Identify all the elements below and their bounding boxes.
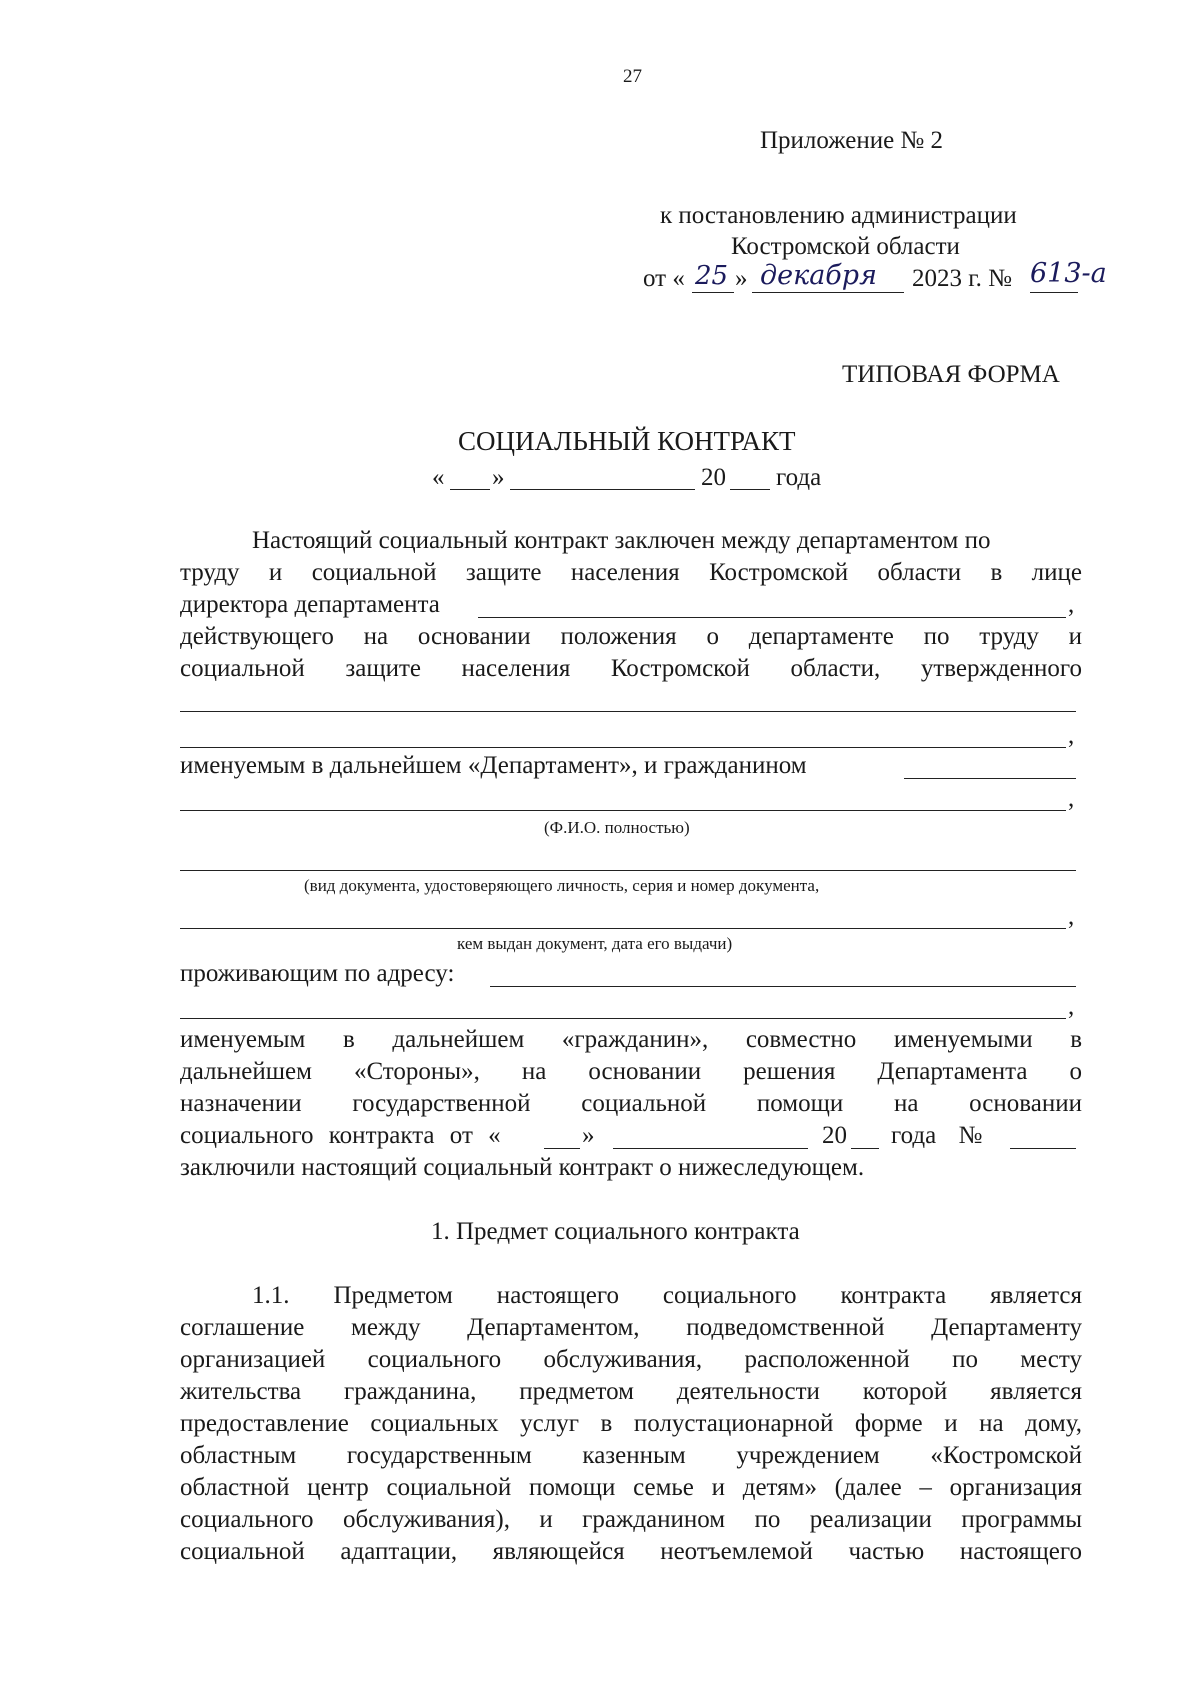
comma: , (1068, 591, 1075, 618)
director-name-blank (478, 617, 1066, 618)
decision-year-blank (851, 1148, 879, 1149)
section-1-1-line-4: жительства гражданина, предметом деятельности которой является (180, 1378, 1082, 1405)
address-label: проживающим по адресу: (180, 960, 455, 987)
section-1-1-line-8: социального обслуживания), и гражданином по реализации программы (180, 1506, 1082, 1533)
intro-line-6: именуемым в дальнейшем «Департамент», и гражданином (180, 752, 807, 779)
comma: , (1068, 722, 1075, 749)
handwritten-month: декабря (760, 260, 877, 291)
address-blank-1 (490, 986, 1076, 987)
date-year-blank (730, 489, 770, 490)
decision-number-blank (1010, 1148, 1076, 1149)
page-number: 27 (623, 66, 642, 87)
intro-line-5: социальной защите населения Костромской области, утвержденного (180, 655, 1082, 682)
handwritten-number: 613-а (1030, 258, 1107, 289)
parties-line-2: дальнейшем «Стороны», на основании решения Департамента о (180, 1058, 1082, 1085)
section-1-1-line-9: социальной адаптации, являющейся неотъемлемой частью настоящего (180, 1538, 1082, 1565)
address-blank-2 (180, 1018, 1066, 1019)
resolution-year-number: 2023 г. № (912, 265, 1013, 292)
date-year-suffix: года (776, 464, 822, 491)
resolution-line-2: Костромской области (731, 233, 960, 260)
parties-line-4c: 20 (822, 1122, 847, 1149)
parties-line-3: назначении государственной социальной помощи на основании (180, 1090, 1082, 1117)
section-1-1-line-2: соглашение между Департаментом, подведомственной Департаменту (180, 1314, 1082, 1341)
caption-fio: (Ф.И.О. полностью) (544, 818, 690, 837)
caption-issued: кем выдан документ, дата его выдачи) (457, 934, 733, 953)
parties-line-4d: года № (891, 1122, 983, 1149)
comma: , (1068, 993, 1075, 1020)
section-1-1-line-5: предоставление социальных услуг в полустационарной форме и на дому, (180, 1410, 1082, 1437)
resolution-line-1: к постановлению администрации (660, 202, 1017, 229)
section-1-title: 1. Предмет социального контракта (431, 1218, 800, 1245)
contract-title: СОЦИАЛЬНЫЙ КОНТРАКТ (458, 426, 796, 456)
parties-line-1: именуемым в дальнейшем «гражданин», совместно именуемыми в (180, 1026, 1082, 1053)
day-underline (692, 292, 734, 293)
document-blank-2 (180, 928, 1066, 929)
number-underline (1030, 292, 1078, 293)
appendix-label: Приложение № 2 (760, 127, 944, 154)
parties-line-5: заключили настоящий социальный контракт о нижеследующем. (180, 1154, 865, 1181)
parties-line-4a: социального контракта от « (180, 1122, 501, 1149)
section-1-1-line-1: 1.1. Предметом настоящего социального контракта является (252, 1282, 1082, 1309)
citizen-name-blank-2 (180, 810, 1066, 811)
month-underline (752, 292, 904, 293)
handwritten-day: 25 (695, 261, 729, 291)
form-type: ТИПОВАЯ ФОРМА (842, 361, 1060, 388)
approval-blank-1 (180, 711, 1076, 712)
section-1-1-line-6: областным государственным казенным учреждением «Костромской (180, 1442, 1082, 1469)
comma: , (1068, 785, 1075, 812)
decision-day-blank (544, 1148, 580, 1149)
section-1-1-line-3: организацией социального обслуживания, расположенной по месту (180, 1346, 1082, 1373)
date-open-quote: « (432, 464, 445, 491)
citizen-name-blank-1 (904, 778, 1076, 779)
date-year-prefix: 20 (701, 464, 726, 491)
date-month-blank (510, 489, 695, 490)
date-day-blank (450, 489, 490, 490)
approval-blank-2 (180, 747, 1066, 748)
document-blank-1 (180, 870, 1076, 871)
parties-line-4b: » (582, 1122, 595, 1149)
date-close-quote: » (492, 464, 505, 491)
section-1-1-line-7: областной центр социальной помощи семье и детям» (далее – организация (180, 1474, 1082, 1501)
resolution-date-prefix: от « (643, 265, 685, 292)
resolution-date-close: » (735, 265, 748, 292)
intro-line-3: директора департамента (180, 591, 440, 618)
intro-line-2: труду и социальной защите населения Костромской области в лице (180, 559, 1082, 586)
decision-month-blank (613, 1148, 808, 1149)
comma: , (1068, 903, 1075, 930)
intro-line-4: действующего на основании положения о департаменте по труду и (180, 623, 1082, 650)
intro-line-1: Настоящий социальный контракт заключен между департаментом по (252, 527, 991, 554)
caption-document: (вид документа, удостоверяющего личность, серия и номер документа, (304, 876, 820, 895)
